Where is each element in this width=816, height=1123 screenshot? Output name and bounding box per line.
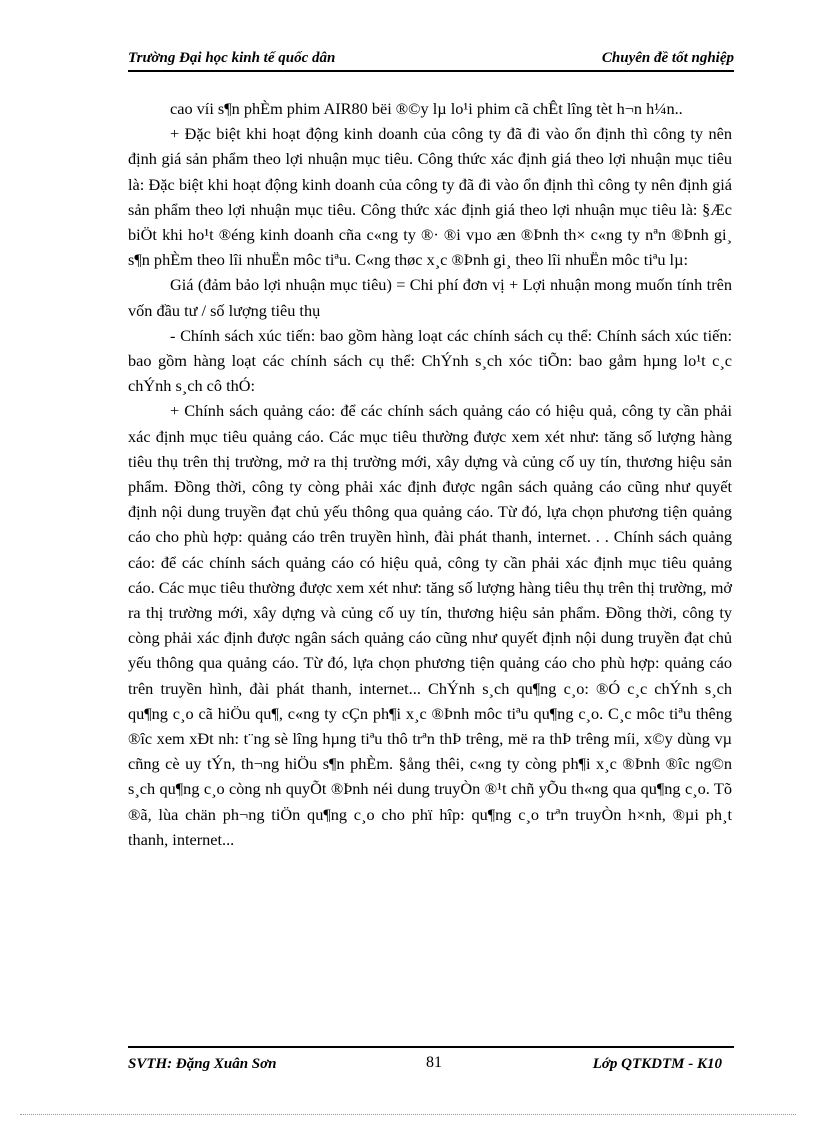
page-bottom-divider bbox=[20, 1114, 796, 1115]
footer-student: SVTH: Đặng Xuân Sơn bbox=[128, 1056, 277, 1072]
page-number: 81 bbox=[426, 1054, 442, 1071]
header-university: Trường Đại học kinh tế quốc dân bbox=[128, 50, 336, 66]
header-document-type: Chuyên đề tốt nghiệp bbox=[601, 50, 734, 66]
paragraph-5: + Chính sách quảng cáo: để các chính sách quảng cáo có hiệu quả, công ty cần phải xác định mục tiêu quảng cáo. Các mục tiêu thường được xem xét như: tăng số lượng hàng tiêu thụ trên thị trường, mở ra thị trường mới, xây dựng và củng cố uy tín, thương hiệu sản phẩm. Đồng thời, công ty còng phải xác định được ngân sách quảng cáo cũng như quyết định nội dung truyền đạt chủ yếu thông qua quảng cáo. Từ đó, lựa chọn phương tiện quảng cáo cho phù hợp: quảng cáo trên truyền hình, đài phát thanh, internet. . . Chính sách quảng cáo: để các chính sách quảng cáo có hiệu quả, công ty cần phải xác định mục tiêu quảng cáo. Các mục tiêu thường được xem xét như: tăng số lượng hàng tiêu thụ trên thị trường, mở ra thị trường mới, xây dựng và củng cố uy tín, thương hiệu sản phẩm. Đồng thời, công ty còng phải xác định được ngân sách quảng cáo cũng như quyết định nội dung truyền đạt chủ yếu thông qua quảng cáo. Từ đó, lựa chọn phương tiện quảng cáo cho phù hợp: quảng cáo trên truyền hình, đài phát thanh, internet... ChÝnh s¸ch qu¶ng c¸o: ®Ó c¸c chÝnh s¸ch qu¶ng c¸o cã hiÖu qu¶, c«ng ty cÇn ph¶i x¸c ®Þnh môc tiªu qu¶ng c¸o. C¸c môc tiªu thêng ®îc xem xÐt nh: t¨ng sè lîng hµng tiªu thô trªn thÞ trêng, më ra thÞ trêng míi, x©y dùng vµ cñng cè uy tÝn, th¬ng hiÖu s¶n phÈm. §ång thêi, c«ng ty còng ph¶i x¸c ®Þnh ®îc ng©n s¸ch qu¶ng c¸o còng nh quyÕt ®Þnh néi dung truyÒn ®¹t chñ yÕu th«ng qua qu¶ng c¸o. Tõ ®ã, lùa chän ph¬ng tiÖn qu¶ng c¸o cho phï hîp: qu¶ng c¸o trªn truyÒn h×nh, ®µi ph¸t thanh, internet... bbox=[128, 401, 732, 849]
page-footer bbox=[128, 1046, 734, 1074]
paragraph-1: cao víi s¶n phÈm phim AIR80 bëi ®©y lµ lo¹i phim cã chÊt lîng tèt h¬n h¼n.. bbox=[170, 99, 683, 118]
footer-class: Lớp QTKDTM - K10 bbox=[592, 1056, 722, 1072]
paragraph-4: - Chính sách xúc tiến: bao gồm hàng loạt các chính sách cụ thể: Chính sách xúc tiến: bao gồm hàng loạt các chính sách cụ thể: ChÝnh s¸ch xóc tiÕn: bao gåm hµng lo¹t c¸c chÝnh s¸ch cô thÓ: bbox=[128, 325, 732, 396]
page-header bbox=[128, 48, 734, 72]
paragraph-2: + Đặc biệt khi hoạt động kinh doanh của công ty đã đi vào ổn định thì công ty nên định giá sản phẩm theo lợi nhuận mục tiêu. Công thức xác định giá theo lợi nhuận mục tiêu là: Đặc biệt khi hoạt động kinh doanh của công ty đã đi vào ổn định thì công ty nên định giá sản phẩm theo lợi nhuận mục tiêu. Công thức xác định giá theo lợi nhuận mục tiêu là: §Æc biÖt khi ho¹t ®éng kinh doanh cña c«ng ty ®· ®i vµo æn ®Þnh th× c«ng ty nªn ®Þnh gi¸ s¶n phÈm theo lîi nhuËn môc tiªu. C«ng thøc x¸c ®Þnh gi¸ theo lîi nhuËn môc tiªu lµ: bbox=[128, 124, 732, 270]
paragraph-3: Giá (đảm bảo lợi nhuận mục tiêu) = Chi phí đơn vị + Lợi nhuận mong muốn tính trên vốn đầu tư / số lượng tiêu thụ bbox=[128, 275, 732, 320]
document-body bbox=[128, 96, 732, 852]
